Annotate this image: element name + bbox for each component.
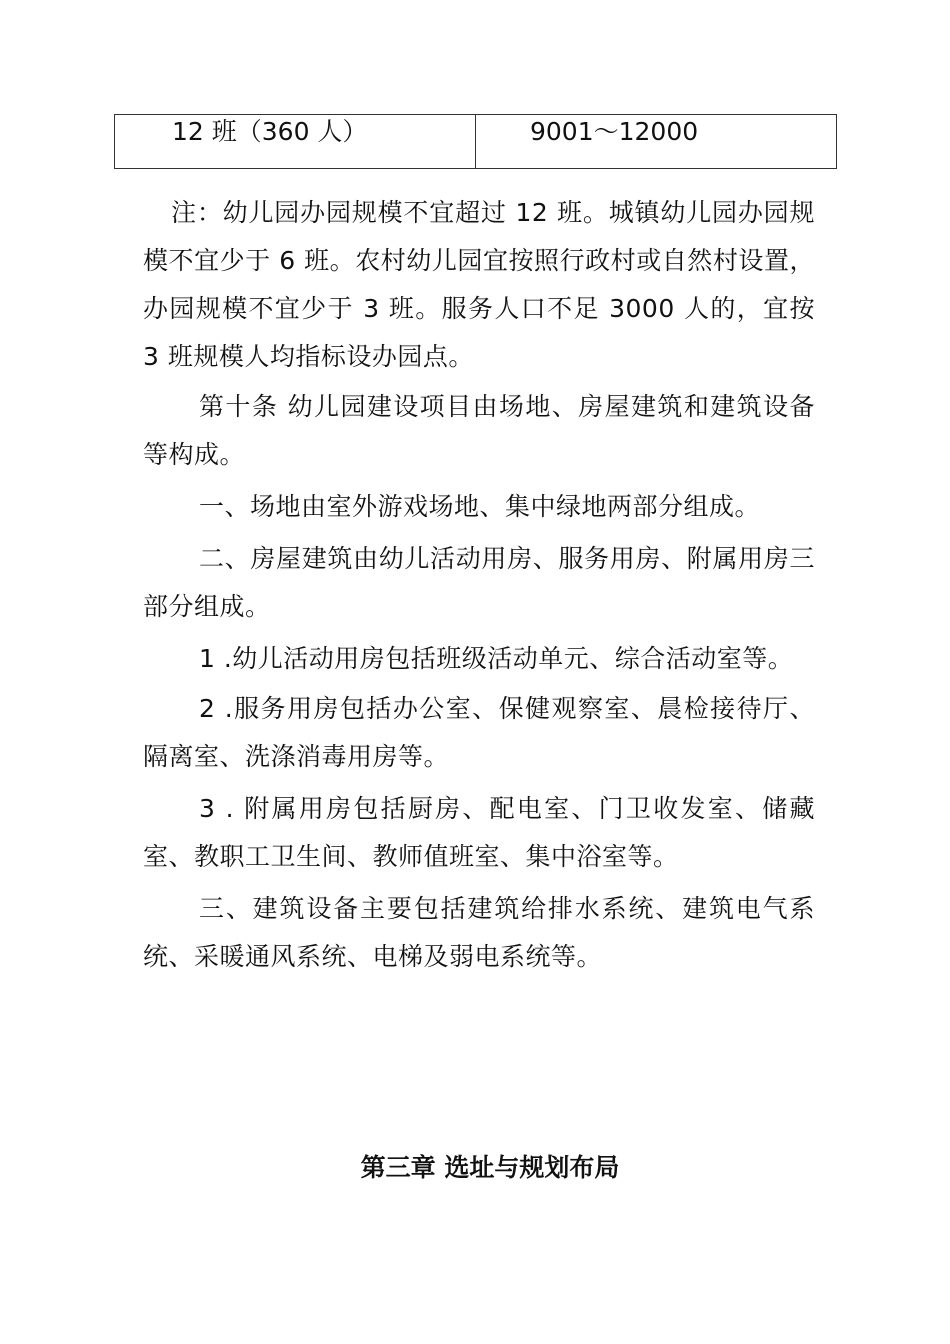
body-text — [143, 189, 815, 981]
table-cell-population: 9001～12000 — [476, 115, 837, 169]
item-3-paragraph: 三、建筑设备主要包括建筑给排水系统、建筑电气系统、采暖通风系统、电梯及弱电系统等。 — [143, 894, 815, 971]
chapter-title: 第三章 选址与规划布局 — [360, 1153, 620, 1182]
table-row — [115, 115, 837, 169]
item-1-paragraph: 一、场地由室外游戏场地、集中绿地两部分组成。 — [199, 492, 761, 521]
item-2-paragraph: 二、房屋建筑由幼儿活动用房、服务用房、附属用房三部分组成。 — [143, 544, 815, 621]
sub-item-3-paragraph: 3 . 附属用房包括厨房、配电室、门卫收发室、储藏室、教职工卫生间、教师值班室、集中浴室等。 — [143, 794, 815, 871]
note-paragraph: 注：幼儿园办园规模不宜超过 12 班。城镇幼儿园办园规模不宜少于 6 班。农村幼儿园宜按照行政村或自然村设置，办园规模不宜少于 3 班。服务人口不足 3000 人的，宜按 3 班规模人均指标设办园点。 — [143, 198, 815, 371]
scale-table — [114, 114, 837, 169]
sub-item-1-paragraph: 1 .幼儿活动用房包括班级活动单元、综合活动室等。 — [199, 644, 794, 673]
sub-item-2-paragraph: 2 .服务用房包括办公室、保健观察室、晨检接待厅、隔离室、洗涤消毒用房等。 — [143, 694, 815, 771]
article-10-paragraph: 第十条 幼儿园建设项目由场地、房屋建筑和建筑设备等构成。 — [143, 392, 815, 469]
table-cell-classes: 12 班（360 人） — [115, 115, 476, 169]
